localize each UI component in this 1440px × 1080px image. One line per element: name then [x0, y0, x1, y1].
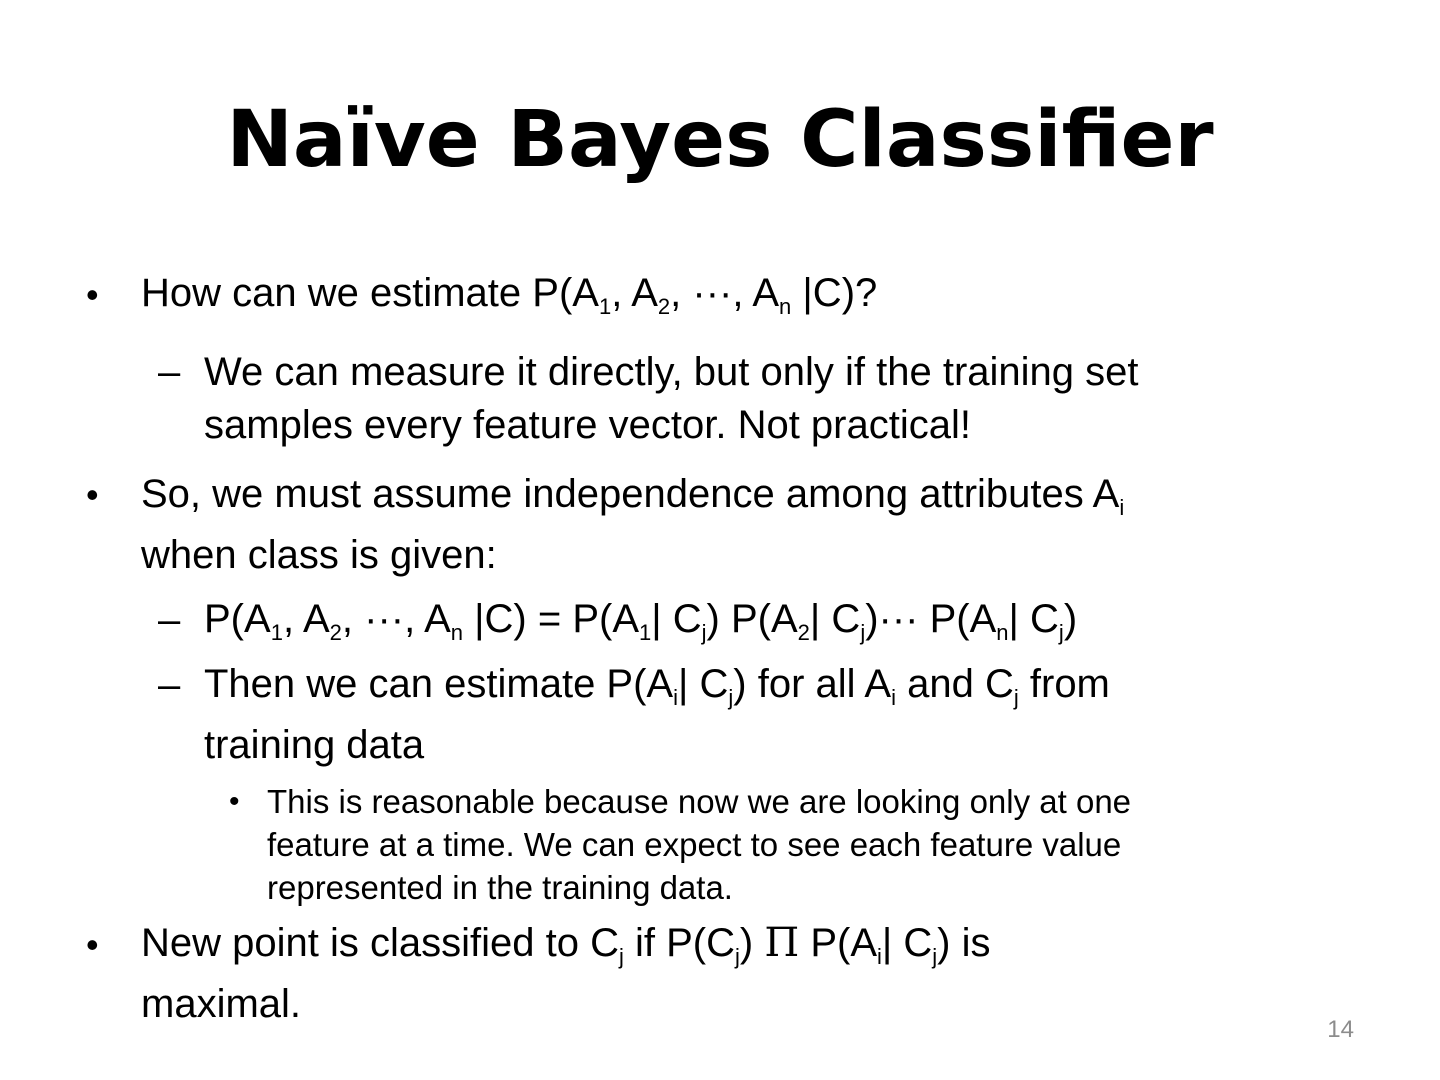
subscript: i [877, 944, 882, 969]
note-line2: feature at a time. We can expect to see each feature value [267, 826, 1122, 863]
subscript: j [860, 620, 866, 645]
bullet-classification-line2: maximal. [141, 982, 302, 1026]
sub-bullet-estimate-line1 [204, 659, 1110, 709]
text-segment: , A [611, 271, 658, 315]
subscript: 2 [329, 620, 342, 645]
subscript: i [673, 685, 678, 710]
slide-title: Naïve Bayes Classifier [226, 95, 1214, 185]
subscript: j [1058, 620, 1064, 645]
text-segment: and C [896, 662, 1014, 706]
note-line1: This is reasonable because now we are looking only at one [267, 783, 1132, 820]
bullet-independence-line1 [141, 469, 1124, 519]
product-symbol: Π [764, 920, 800, 966]
text-segment: P(A [799, 921, 877, 965]
text-segment: New point is classified to C [141, 921, 619, 965]
subscript: 2 [797, 620, 810, 645]
text-segment: from [1018, 662, 1110, 706]
subscript: j [701, 620, 707, 645]
text-segment: ) P(A [706, 597, 798, 641]
subscript: j [932, 944, 938, 969]
bullet-marker: • [86, 924, 99, 965]
subscript: n [996, 620, 1009, 645]
text-segment: ) [739, 921, 765, 965]
subscript: 2 [657, 294, 671, 319]
text-segment: ) is [937, 921, 991, 965]
text-segment: )··· P(A [865, 597, 997, 641]
text-segment: , A [282, 597, 330, 641]
bullet-estimate-question [141, 268, 877, 318]
dash-marker: – [158, 598, 181, 642]
text-segment: How can we estimate P(A [141, 271, 599, 315]
subscript: i [1119, 495, 1125, 520]
text-segment: |C)? [791, 271, 878, 315]
subscript: n [779, 294, 792, 319]
subscript: 1 [639, 620, 652, 645]
sub-bullet-measure-line1: We can measure it directly, but only if the training set [204, 350, 1139, 394]
subscript: i [891, 685, 897, 710]
dash-marker: – [158, 663, 181, 707]
text-segment: | C [1008, 597, 1059, 641]
bullet-marker: • [86, 274, 99, 315]
text-segment: | C [651, 597, 702, 641]
bullet-independence-line2: when class is given: [141, 533, 497, 577]
text-segment: |C) = P(A [463, 597, 640, 641]
page-number: 14 [1327, 1016, 1354, 1043]
sub-bullet-estimate-line2: training data [204, 723, 425, 767]
subscript: 1 [598, 294, 612, 319]
subscript: n [450, 620, 464, 645]
text-segment: P(A [204, 597, 271, 641]
bullet-classification-line1 [141, 918, 991, 968]
bullet-marker: • [86, 474, 99, 515]
text-segment: | C [881, 921, 933, 965]
small-bullet-marker: • [229, 785, 240, 818]
text-segment: if P(C [623, 921, 735, 965]
text-segment: Then we can estimate P(A [204, 662, 674, 706]
text-segment: ) [1063, 597, 1078, 641]
subscript: j [1013, 685, 1019, 710]
subscript: 1 [270, 620, 283, 645]
subscript: j [734, 944, 740, 969]
text-segment: | C [678, 662, 729, 706]
dash-marker: – [158, 350, 181, 394]
sub-bullet-measure-line2: samples every feature vector. Not practical! [204, 403, 971, 447]
subscript: j [618, 944, 624, 969]
note-line3: represented in the training data. [267, 869, 733, 906]
subscript: j [728, 685, 734, 710]
text-segment: So, we must assume independence among attributes A [141, 472, 1120, 516]
independence-formula [204, 594, 1077, 644]
text-segment: ) for all A [733, 662, 892, 706]
text-segment: , ···, A [341, 597, 451, 641]
text-segment: | C [809, 597, 861, 641]
text-segment: , ···, A [670, 271, 780, 315]
